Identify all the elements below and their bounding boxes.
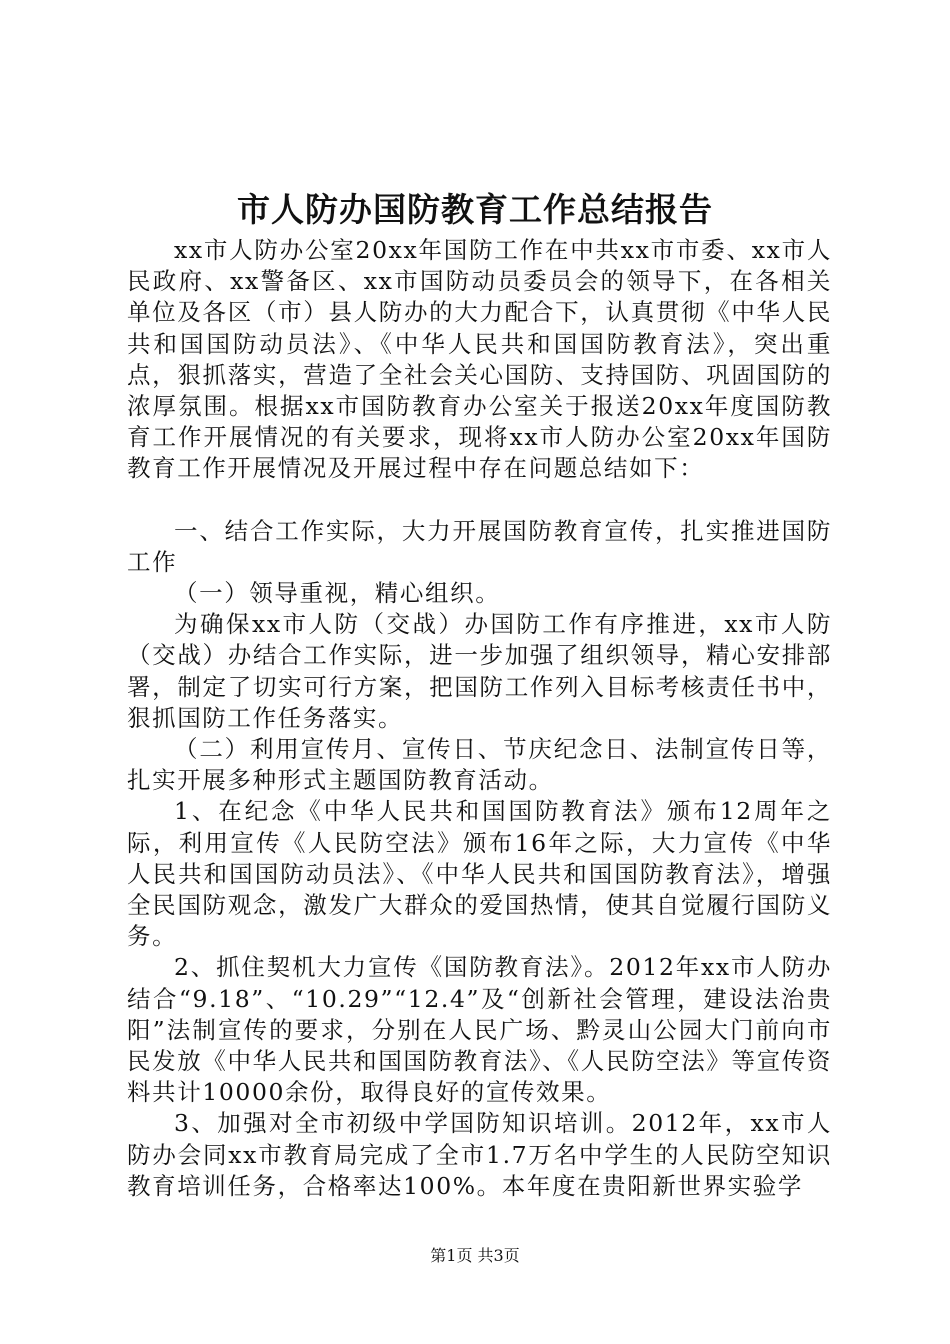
subheading-2: （二）利用宣传月、宣传日、节庆纪念日、法制宣传日等，扎实开展多种形式主题国防教育活动。 — [127, 735, 832, 795]
paragraph-item-3: 3、加强对全市初级中学国防知识培训。2012年，xx市人防办会同xx市教育局完成了全市1.7万名中学生的人民防空知识教育培训任务，合格率达100%。本年度在贵阳新世界实验学 — [127, 1109, 833, 1200]
paragraph-intro: xx市人防办公室20xx年国防工作在中共xx市市委、xx市人民政府、xx警备区、xx市国防动员委员会的领导下，在各相关单位及各区（市）县人防办的大力配合下，认真贯彻《中华人民共和国国防动员法》、《中华人民共和国国防教育法》，突出重点，狠抓落实，营造了全社会关心国防、支持国防、巩固国防的浓厚氛围。根据xx市国防教育办公室关于报送20xx年度国防教育工作开展情况的有关要求，现将xx市人防办公室20xx年国防教育工作开展情况及开展过程中存在问题总结如下： — [127, 236, 832, 483]
section-heading-1: 一、结合工作实际，大力开展国防教育宣传，扎实推进国防工作 — [127, 516, 832, 576]
document-title: 市人防办国防教育工作总结报告 — [237, 190, 713, 229]
page-footer: 第1页 共3页 — [430, 1246, 520, 1265]
paragraph: 为确保xx市人防（交战）办国防工作有序推进，xx市人防（交战）办结合工作实际，进一步加强了组织领导，精心安排部署，制定了切实可行方案，把国防工作列入目标考核责任书中，狠抓国防工作任务落实。 — [127, 610, 832, 732]
subheading-1: （一）领导重视，精心组织。 — [174, 579, 501, 608]
paragraph-item-1: 1、在纪念《中华人民共和国国防教育法》颁布12周年之际，利用宣传《人民防空法》颁布16年之际，大力宣传《中华人民共和国国防动员法》、《中华人民共和国国防教育法》，增强全民国防观念，激发广大群众的爱国热情，使其自觉履行国防义务。 — [127, 797, 832, 951]
document-body — [127, 235, 832, 1202]
paragraph-item-2: 2、抓住契机大力宣传《国防教育法》。2012年xx市人防办结合“9.18”、“10.29”“12.4”及“创新社会管理，建设法治贵阳”法制宣传的要求，分别在人民广场、黔灵山公园大门前向市民发放《中华人民共和国国防教育法》、《人民防空法》等宣传资料共计10000余份，取得良好的宣传效果。 — [127, 953, 832, 1107]
